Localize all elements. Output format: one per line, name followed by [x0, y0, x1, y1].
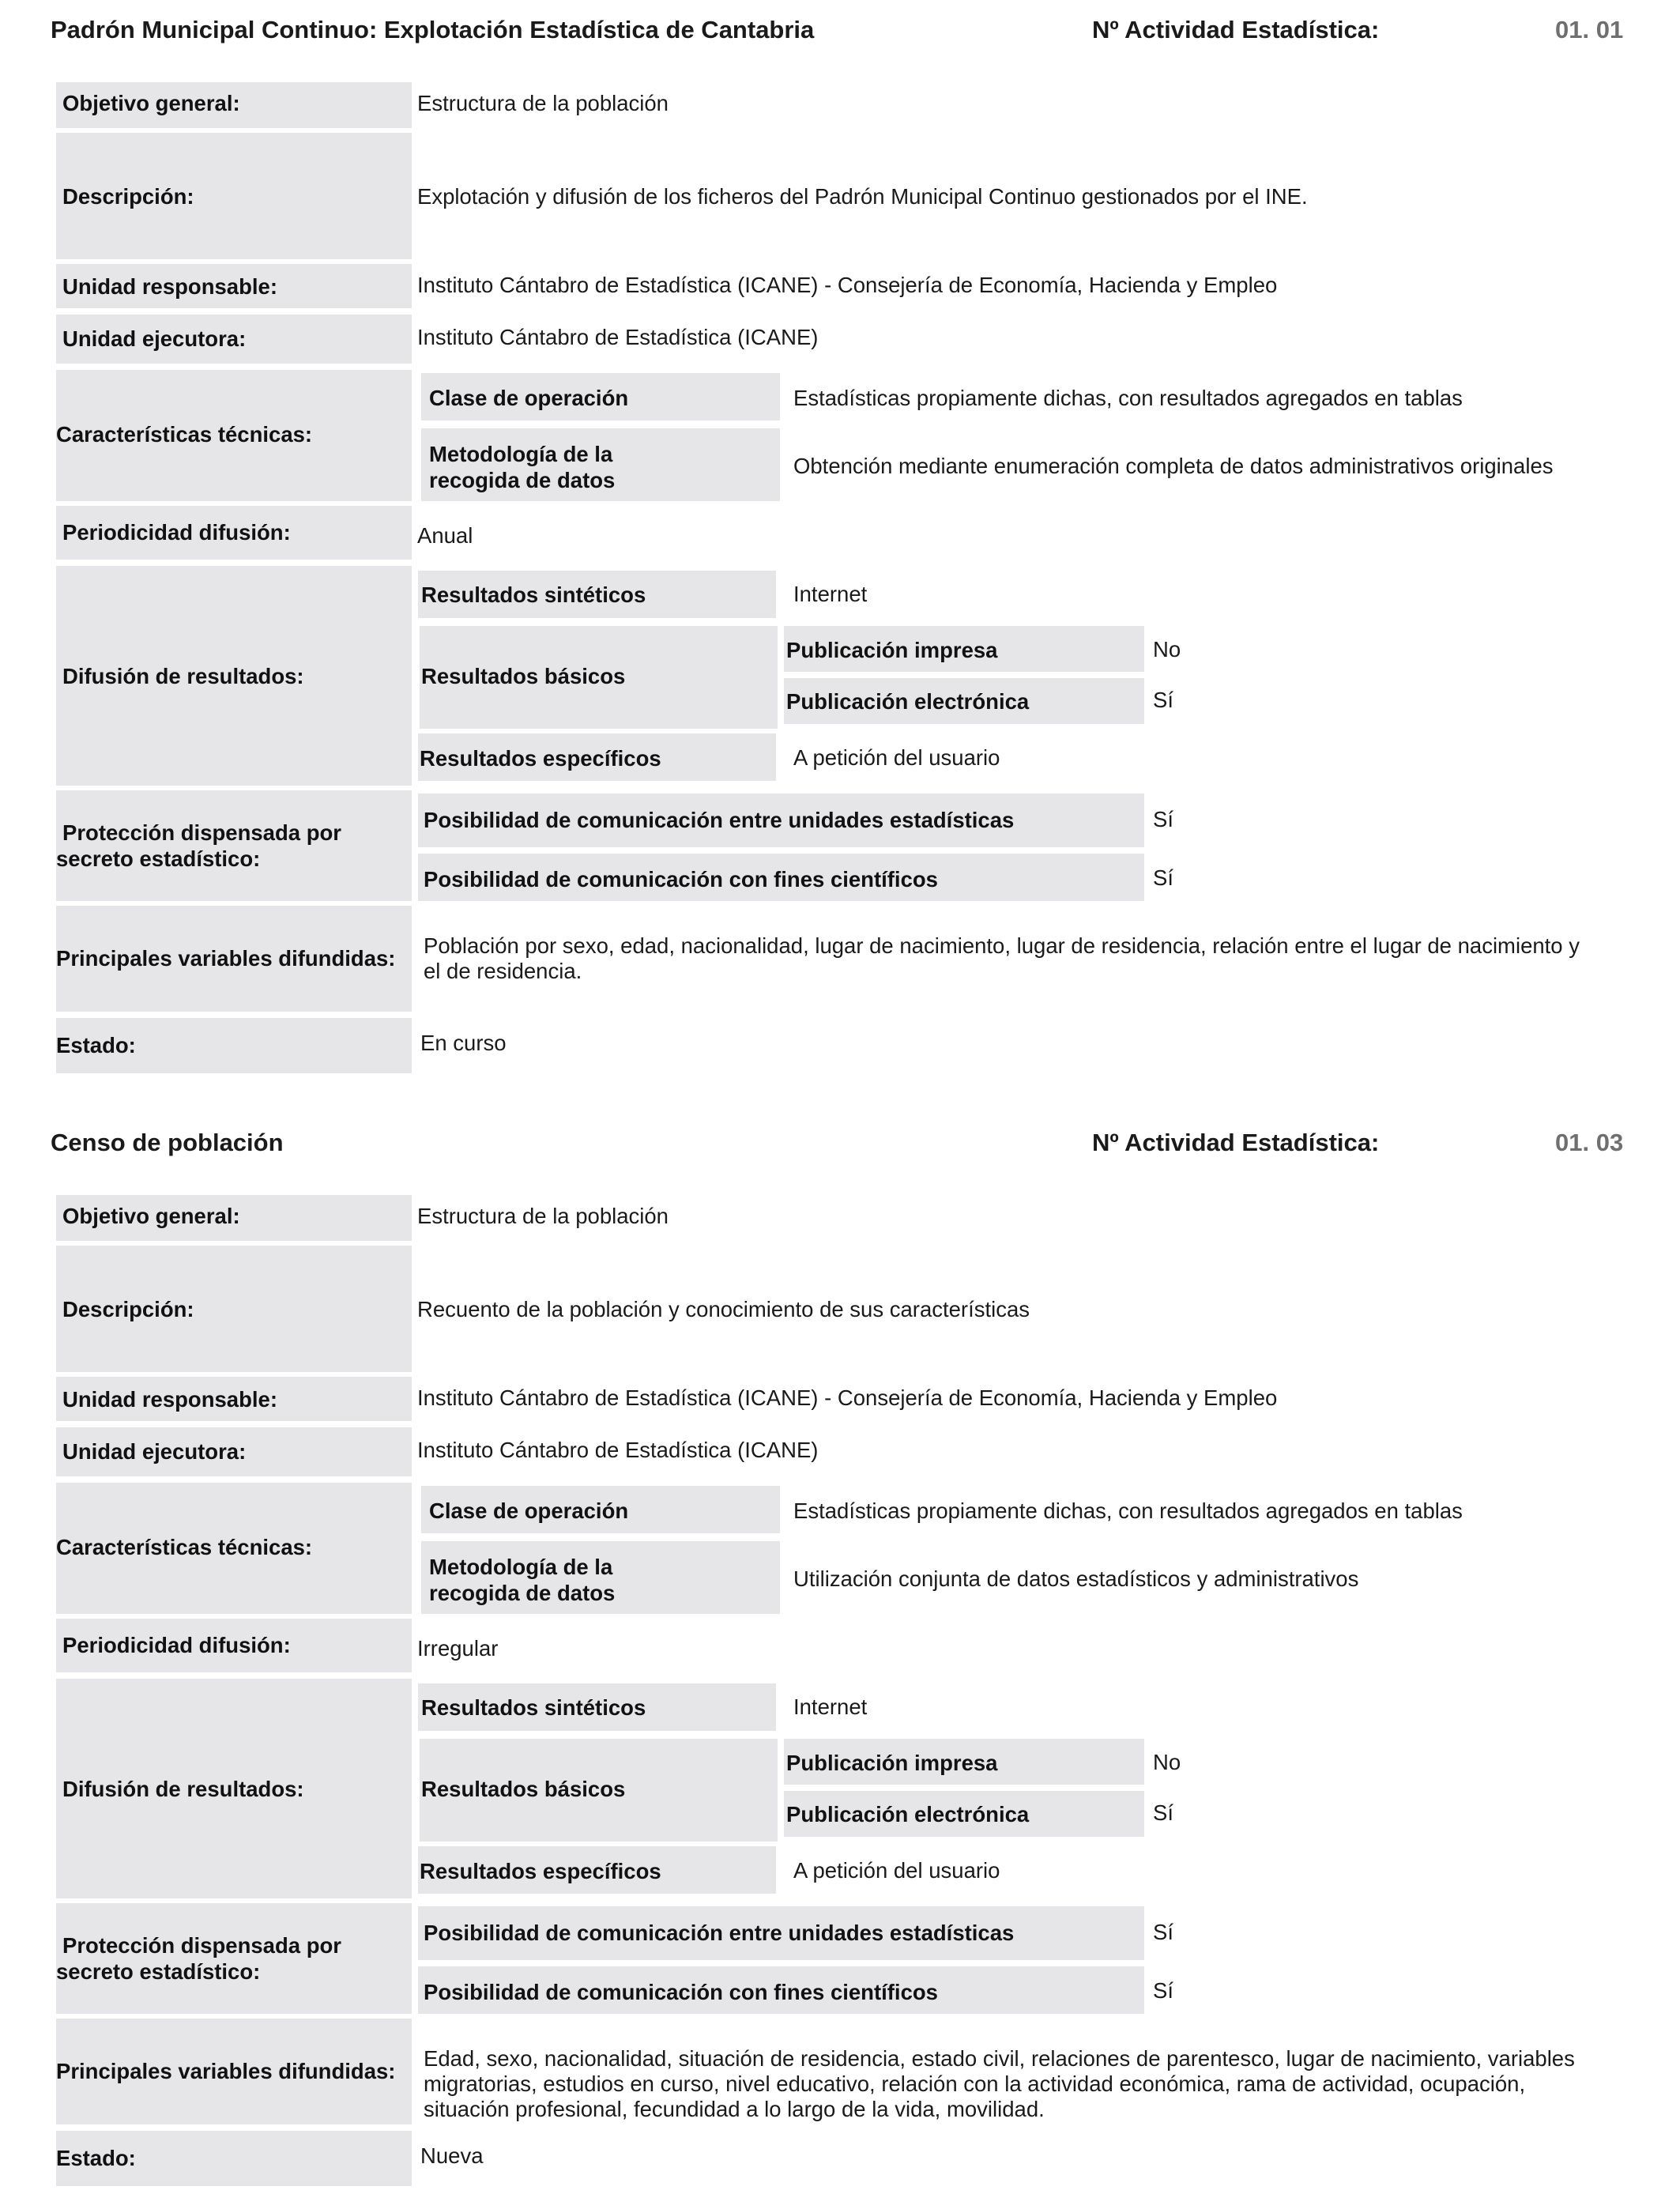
resultados-especificos-label: Resultados específicos	[420, 1859, 661, 1883]
objetivo-label: Objetivo general:	[62, 1204, 240, 1228]
clase-operacion-value: Estadísticas propiamente dichas, con resultados agregados en tablas	[793, 1498, 1463, 1523]
publicacion-electronica-value: Sí	[1153, 1800, 1173, 1825]
resultados-sinteticos-label: Resultados sintéticos	[421, 1695, 646, 1720]
metodologia-value: Utilización conjunta de datos estadísticos y administrativos	[793, 1566, 1359, 1591]
periodicidad-value: Irregular	[417, 1636, 499, 1661]
periodicidad-value: Anual	[417, 523, 473, 548]
descripcion-value: Recuento de la población y conocimiento de sus características	[417, 1297, 1030, 1321]
section-title: Censo de población	[51, 1129, 284, 1156]
descripcion-label: Descripción:	[62, 1297, 194, 1321]
descripcion-label: Descripción:	[62, 184, 194, 209]
proteccion-label-line1: Protección dispensada por	[62, 820, 342, 845]
clase-operacion-label: Clase de operación	[429, 1498, 629, 1523]
metodologia-label-line1: Metodología de la	[429, 442, 613, 466]
resultados-basicos-label: Resultados básicos	[421, 664, 626, 688]
comunicacion-cientificos-value: Sí	[1153, 865, 1173, 890]
variables-label: Principales variables difundidas:	[56, 2059, 396, 2083]
caracteristicas-label: Características técnicas:	[56, 422, 313, 447]
publicacion-electronica-value: Sí	[1153, 688, 1173, 712]
unidad-responsable-label: Unidad responsable:	[62, 1387, 277, 1412]
variables-line1: Población por sexo, edad, nacionalidad, lugar de nacimiento, lugar de residencia, relación entre el lugar de nacimiento y	[424, 933, 1580, 958]
resultados-especificos-label: Resultados específicos	[420, 746, 661, 771]
resultados-sinteticos-label: Resultados sintéticos	[421, 582, 646, 607]
objetivo-value: Estructura de la población	[417, 1204, 669, 1228]
unidad-ejecutora-label: Unidad ejecutora:	[62, 326, 247, 351]
unidad-ejecutora-value: Instituto Cántabro de Estadística (ICANE)	[417, 325, 819, 349]
activity-number-label: Nº Actividad Estadística:	[1092, 16, 1380, 43]
comunicacion-unidades-value: Sí	[1153, 807, 1173, 831]
comunicacion-unidades-label: Posibilidad de comunicación entre unidades estadísticas	[424, 1921, 1015, 1945]
activity-number-label: Nº Actividad Estadística:	[1092, 1129, 1380, 1156]
estado-label: Estado:	[56, 1033, 136, 1057]
caracteristicas-label: Características técnicas:	[56, 1535, 313, 1559]
variables-label: Principales variables difundidas:	[56, 946, 396, 971]
comunicacion-cientificos-value: Sí	[1153, 1978, 1173, 2003]
publicacion-electronica-label: Publicación electrónica	[786, 1802, 1030, 1826]
periodicidad-label: Periodicidad difusión:	[62, 520, 291, 545]
difusion-label: Difusión de resultados:	[62, 1777, 304, 1801]
publicacion-impresa-label: Publicación impresa	[786, 1751, 998, 1775]
metodologia-label-line2: recogida de datos	[429, 1581, 616, 1605]
unidad-ejecutora-label: Unidad ejecutora:	[62, 1439, 247, 1464]
proteccion-label-line2: secreto estadístico:	[56, 1959, 261, 1984]
unidad-responsable-value: Instituto Cántabro de Estadística (ICANE) - Consejería de Economía, Hacienda y Empleo	[417, 273, 1278, 297]
publicacion-impresa-label: Publicación impresa	[786, 638, 998, 662]
publicacion-impresa-value: No	[1153, 1750, 1181, 1774]
section-title: Padrón Municipal Continuo: Explotación Estadística de Cantabria	[51, 16, 815, 43]
resultados-sinteticos-value: Internet	[793, 1695, 868, 1719]
publicacion-impresa-value: No	[1153, 637, 1181, 662]
periodicidad-label: Periodicidad difusión:	[62, 1633, 291, 1657]
variables-line1: Edad, sexo, nacionalidad, situación de residencia, estado civil, relaciones de parentesco, lugar de nacimiento, variables	[424, 2046, 1575, 2071]
proteccion-label-line1: Protección dispensada por	[62, 1933, 342, 1958]
objetivo-value: Estructura de la población	[417, 91, 669, 115]
resultados-basicos-label: Resultados básicos	[421, 1777, 626, 1801]
comunicacion-unidades-label: Posibilidad de comunicación entre unidades estadísticas	[424, 808, 1015, 832]
unidad-responsable-label: Unidad responsable:	[62, 274, 277, 299]
difusion-label: Difusión de resultados:	[62, 664, 304, 688]
unidad-responsable-value: Instituto Cántabro de Estadística (ICANE) - Consejería de Economía, Hacienda y Empleo	[417, 1385, 1278, 1410]
activity-number: 01. 03	[1555, 1129, 1624, 1156]
resultados-especificos-value: A petición del usuario	[793, 745, 1000, 770]
variables-line2: el de residencia.	[424, 959, 582, 983]
estado-value: En curso	[420, 1031, 507, 1055]
comunicacion-cientificos-label: Posibilidad de comunicación con fines científicos	[424, 1980, 938, 2004]
unidad-ejecutora-value: Instituto Cántabro de Estadística (ICANE)	[417, 1438, 819, 1462]
metodologia-value: Obtención mediante enumeración completa de datos administrativos originales	[793, 454, 1554, 478]
clase-operacion-label: Clase de operación	[429, 386, 629, 410]
comunicacion-cientificos-label: Posibilidad de comunicación con fines científicos	[424, 867, 938, 892]
clase-operacion-value: Estadísticas propiamente dichas, con resultados agregados en tablas	[793, 386, 1463, 410]
objetivo-label: Objetivo general:	[62, 91, 240, 115]
proteccion-label-line2: secreto estadístico:	[56, 846, 261, 871]
comunicacion-unidades-value: Sí	[1153, 1920, 1173, 1944]
descripcion-value: Explotación y difusión de los ficheros del Padrón Municipal Continuo gestionados por el INE.	[417, 184, 1308, 209]
estado-label: Estado:	[56, 2146, 136, 2170]
resultados-sinteticos-value: Internet	[793, 582, 868, 606]
variables-line2: migratorias, estudios en curso, nivel educativo, relación con la actividad económica, rama de actividad, ocupación,	[424, 2071, 1526, 2096]
metodologia-label-line1: Metodología de la	[429, 1555, 613, 1579]
activity-number: 01. 01	[1555, 16, 1624, 43]
metodologia-label-line2: recogida de datos	[429, 468, 616, 492]
publicacion-electronica-label: Publicación electrónica	[786, 689, 1030, 714]
variables-line3: situación profesional, fecundidad a lo largo de la vida, movilidad.	[424, 2097, 1045, 2121]
estado-value: Nueva	[420, 2143, 484, 2168]
resultados-especificos-value: A petición del usuario	[793, 1858, 1000, 1883]
